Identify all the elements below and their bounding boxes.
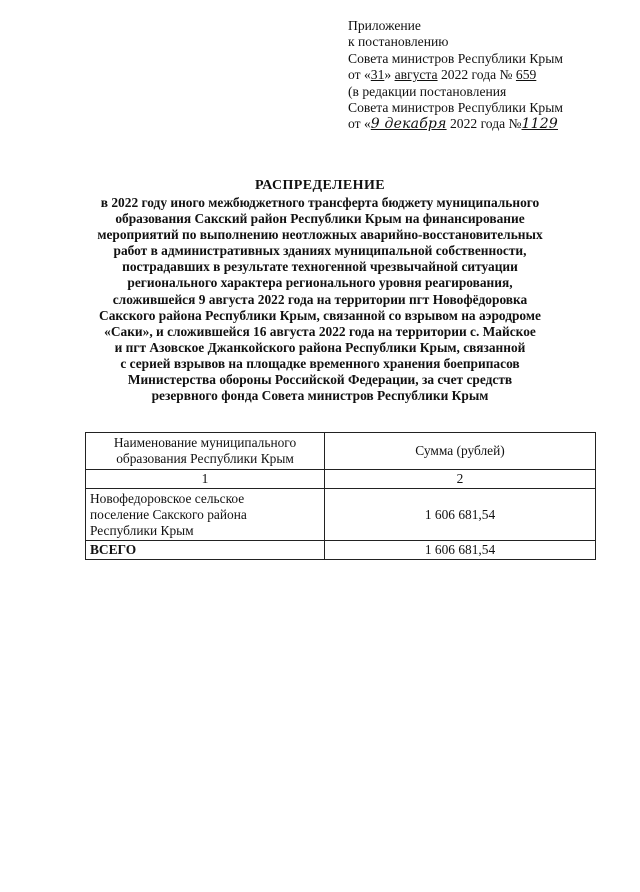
annex-amend-date-line (348, 116, 628, 132)
column-number-1: 1 (86, 470, 325, 489)
subtitle-line: с серией взрывов на площадке временного хранения боеприпасов (120, 355, 520, 371)
subtitle-line: Министерства обороны Российской Федерации, за счет средств (127, 372, 513, 388)
subtitle-line: резервного фонда Совета министров Республики Крым (151, 388, 489, 404)
total-label: ВСЕГО (86, 541, 325, 560)
subtitle-line: работ в административных зданиях муниципальной собственности, (113, 243, 527, 259)
annex-line: Совета министров Республики Крым (348, 50, 563, 66)
municipality-name-line: поселение Сакского района (90, 507, 247, 522)
handwritten-number: 1129 (521, 116, 558, 133)
total-row (86, 541, 596, 560)
header-municipality (86, 433, 325, 470)
annex-date-prefix: от « (348, 67, 371, 83)
header-amount: Сумма (рублей) (325, 433, 596, 470)
annex-date-mid: » (384, 67, 392, 83)
annex-line: к постановлению (348, 34, 449, 50)
annex-date-day: 31 (370, 67, 385, 83)
table-row (86, 489, 596, 541)
annex-date-line (348, 67, 628, 83)
annex-line: Совета министров Республики Крым (348, 100, 563, 116)
subtitle-line: Сакского района Республики Крым, связанной со взрывом на аэродроме (99, 307, 541, 323)
municipality-name (86, 489, 325, 541)
subtitle-line: образования Сакский район Республики Крым на финансирование (115, 211, 525, 227)
annex-header (348, 18, 628, 133)
amend-date-mid: 2022 года № (449, 116, 522, 132)
column-number-2: 2 (325, 470, 596, 489)
handwritten-date: 9 декабря (370, 116, 447, 133)
annex-number: 659 (515, 67, 537, 83)
subtitle-line: пострадавших в результате техногенной чрезвычайной ситуации (122, 259, 518, 275)
subtitle-line: в 2022 году иного межбюджетного трансферта бюджету муниципального (100, 195, 540, 210)
subtitle-line: сложившейся 9 августа 2022 года на территории пгт Новофёдоровка (112, 291, 528, 307)
subtitle-line: «Саки», и сложившейся 16 августа 2022 года на территории с. Майское (104, 323, 536, 339)
document-subtitle (60, 195, 580, 404)
municipality-name-line: Новофедоровское сельское (90, 491, 245, 506)
annex-date-month: августа (394, 67, 438, 83)
document-title: РАСПРЕДЕЛЕНИЕ (255, 178, 385, 193)
annex-line: (в редакции постановления (348, 83, 507, 99)
table-header-row (86, 433, 596, 470)
annex-date-suffix: 2022 года № (440, 67, 516, 83)
amend-date-prefix: от « (348, 116, 371, 132)
municipality-amount: 1 606 681,54 (325, 489, 596, 541)
total-amount: 1 606 681,54 (325, 541, 596, 560)
header-municipality-line: Наименование муниципального (113, 435, 297, 450)
annex-line: Приложение (348, 18, 421, 33)
subtitle-line: регионального характера регионального уровня реагирования, (127, 275, 513, 291)
subtitle-line: и пгт Азовское Джанкойского района Республики Крым, связанной (114, 339, 526, 355)
municipality-name-line: Республики Крым (90, 523, 194, 538)
subtitle-line: мероприятий по выполнению неотложных аварийно-восстановительных (97, 227, 543, 243)
header-municipality-line: образования Республики Крым (116, 451, 294, 466)
column-number-row (86, 470, 596, 489)
distribution-table (85, 432, 596, 560)
